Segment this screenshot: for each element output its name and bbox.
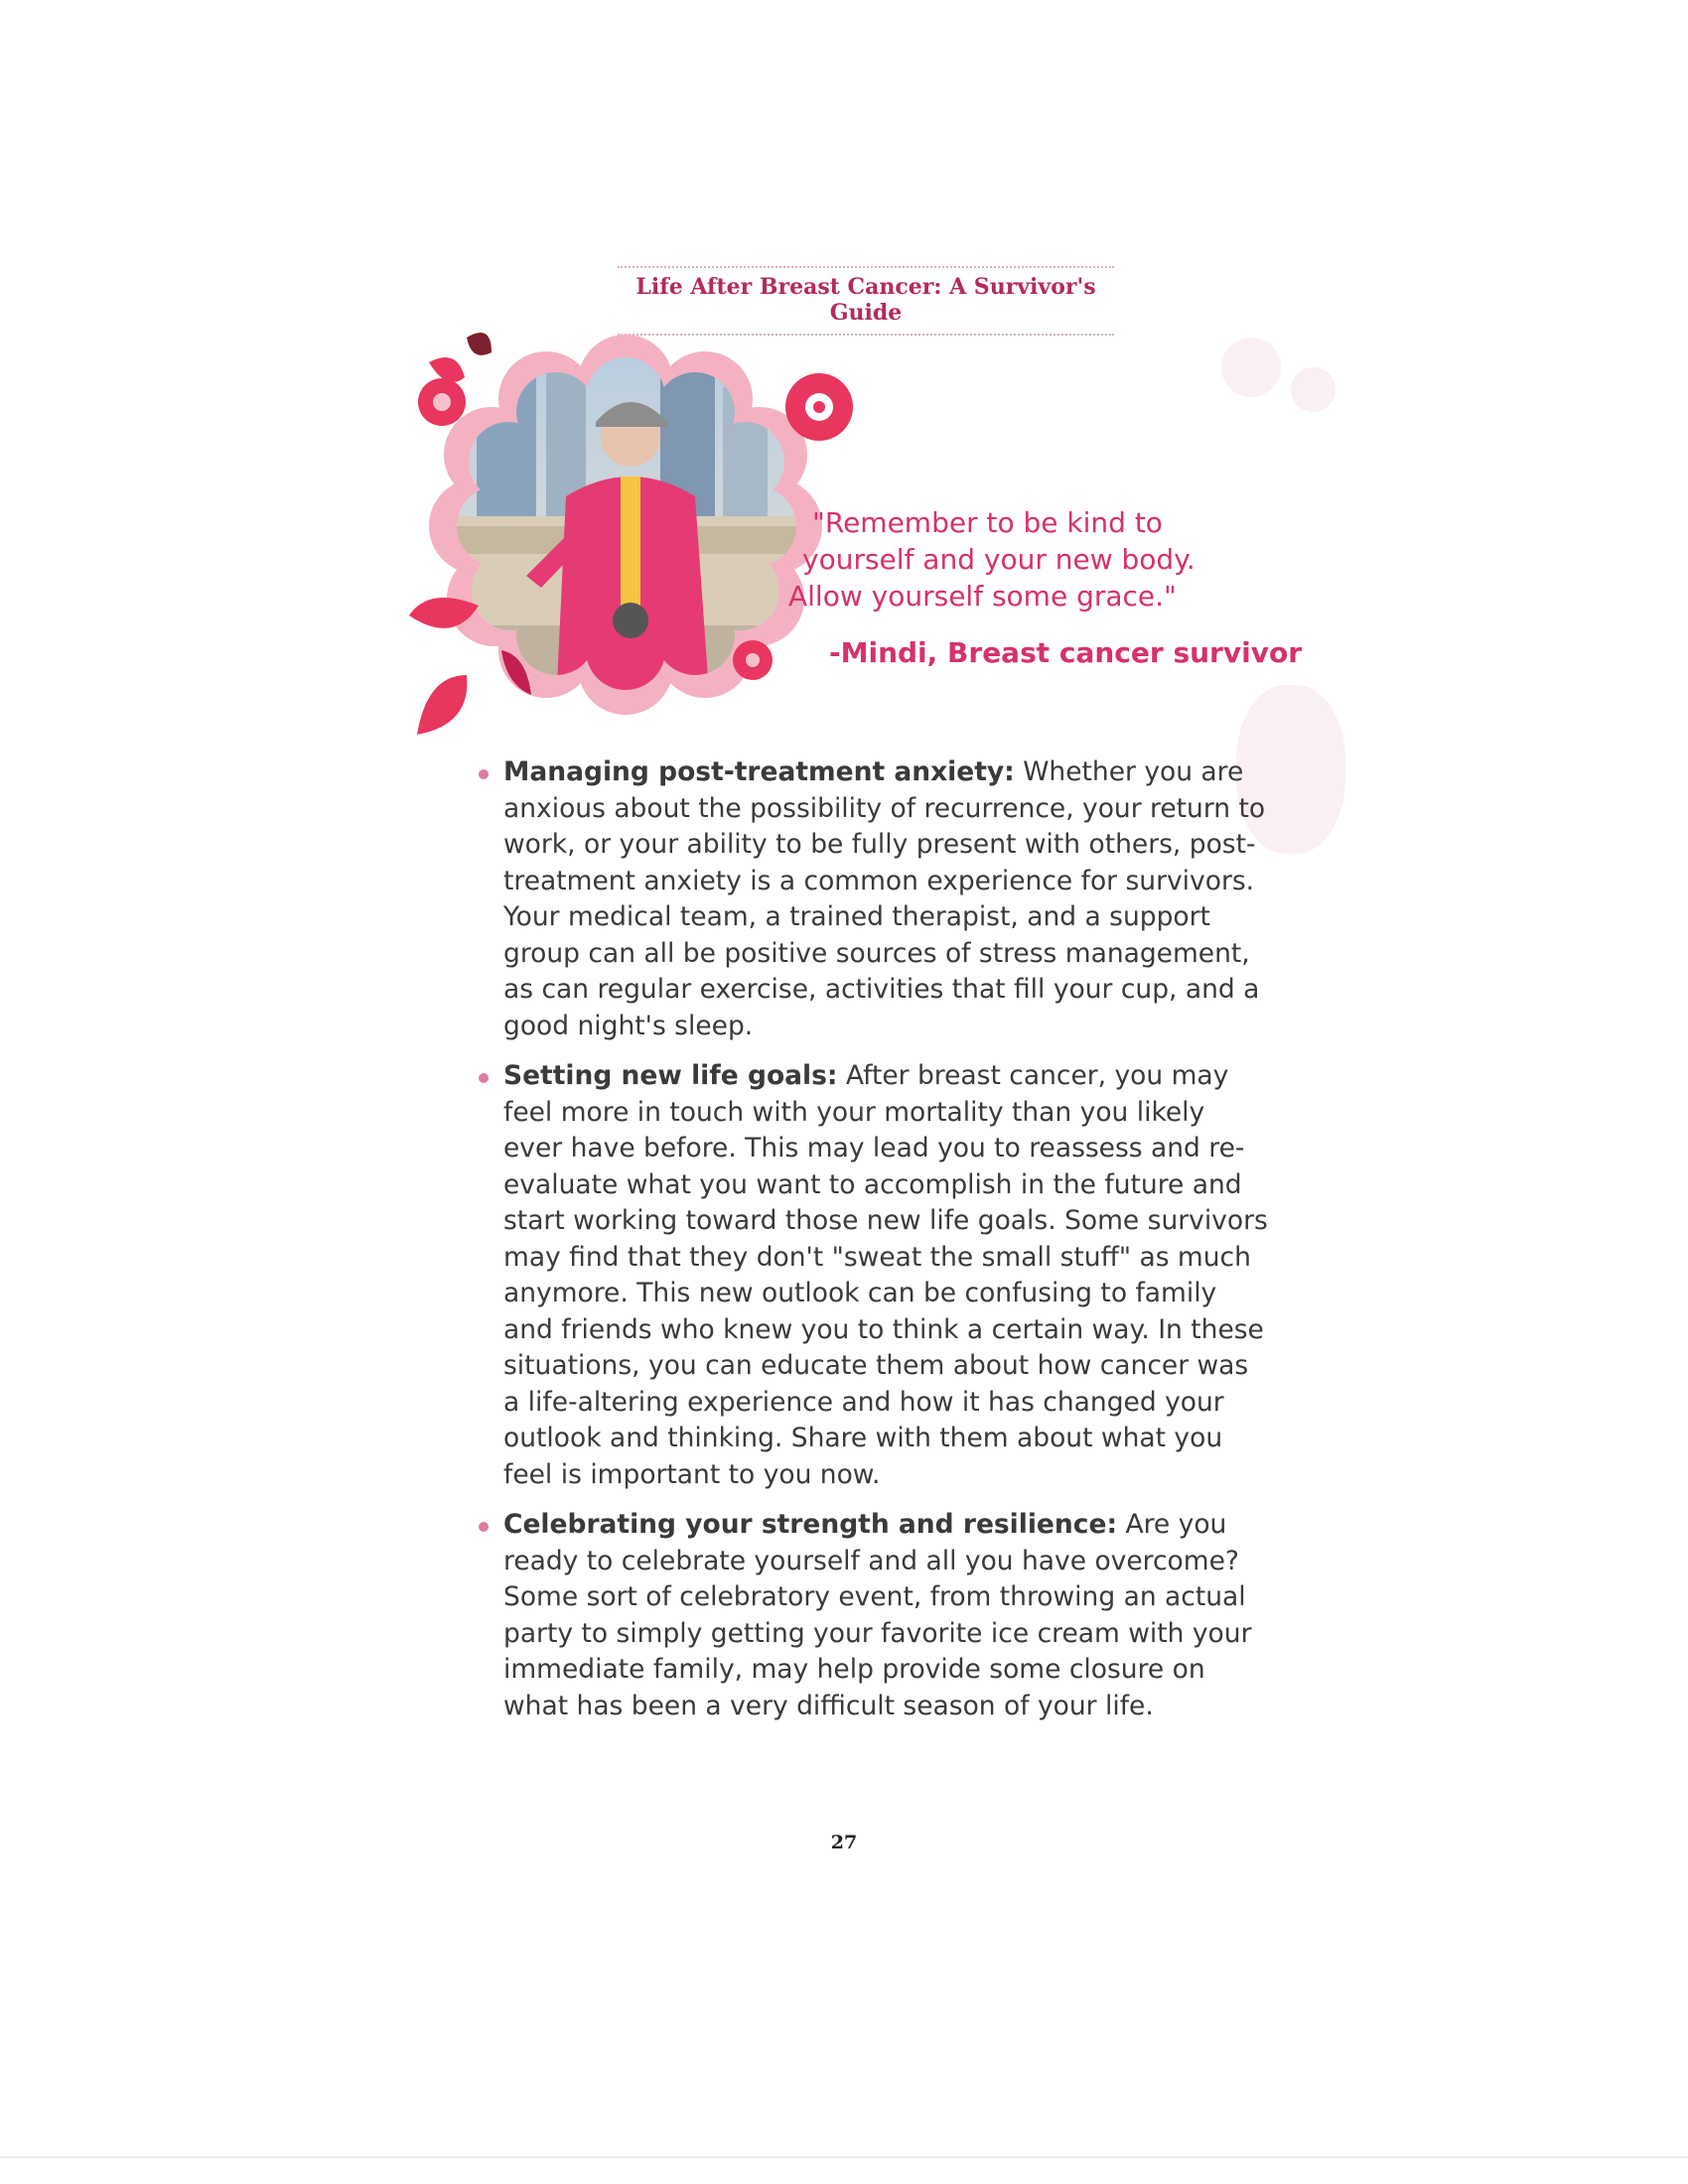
bullet-icon: [479, 769, 489, 779]
list-item: [475, 1507, 1269, 1724]
quote-attribution: -Mindi, Breast cancer survivor: [829, 636, 1302, 669]
quote-line: Allow yourself some grace.": [788, 580, 1177, 613]
quote-line: yourself and your new body.: [802, 543, 1196, 576]
list-item-term: Celebrating your strength and resilience:: [503, 1509, 1118, 1540]
list-item: [475, 1058, 1269, 1493]
bleed-through-blob: [1291, 367, 1336, 412]
quote-line: "Remember to be kind to: [812, 506, 1163, 539]
list-item-text: Whether you are anxious about the possibility of recurrence, your return to work, or your ability to be fully present with others, post-treatment anxiety is a common experience for survivors. Your medical team, a trained therapist, and a support group can all be positive sources of stress management, as can regular exercise, activities that fill your cup, and a good night's sleep.: [503, 756, 1266, 1041]
survivor-quote: [784, 504, 1321, 614]
list-item-term: Setting new life goals:: [503, 1060, 838, 1091]
bleed-through-blob: [1221, 338, 1281, 397]
list-item-text: After breast cancer, you may feel more in touch with your mortality than you likely ever have before. This may lead you to reassess and re-evaluate what you want to accomplish in the future and start working toward those new life goals. Some survivors may find that they don't "sweat the small stuff" as much anymore. This new outlook can be confusing to family and friends who knew you to think a certain way. In these situations, you can educate them about how cancer was a life-altering experience and how it has changed your outlook and thinking. Share with them about what you feel is important to you now.: [503, 1060, 1268, 1490]
survivor-topics-list: [475, 754, 1269, 1738]
list-item: [475, 754, 1269, 1044]
bullet-icon: [479, 1073, 489, 1083]
bullet-icon: [479, 1522, 489, 1532]
scan-edge: [0, 2156, 1688, 2158]
guide-title: Life After Breast Cancer: A Survivor's Guide: [635, 274, 1096, 326]
list-item-text: Are you ready to celebrate yourself and all you have overcome? Some sort of celebratory event, from throwing an actual party to simply getting your favorite ice cream with your immediate family, may help provide some closure on what has been a very difficult season of your life.: [503, 1509, 1252, 1721]
running-header: [618, 266, 1114, 336]
list-item-term: Managing post-treatment anxiety:: [503, 756, 1015, 787]
page-number: 27: [830, 1832, 858, 1853]
